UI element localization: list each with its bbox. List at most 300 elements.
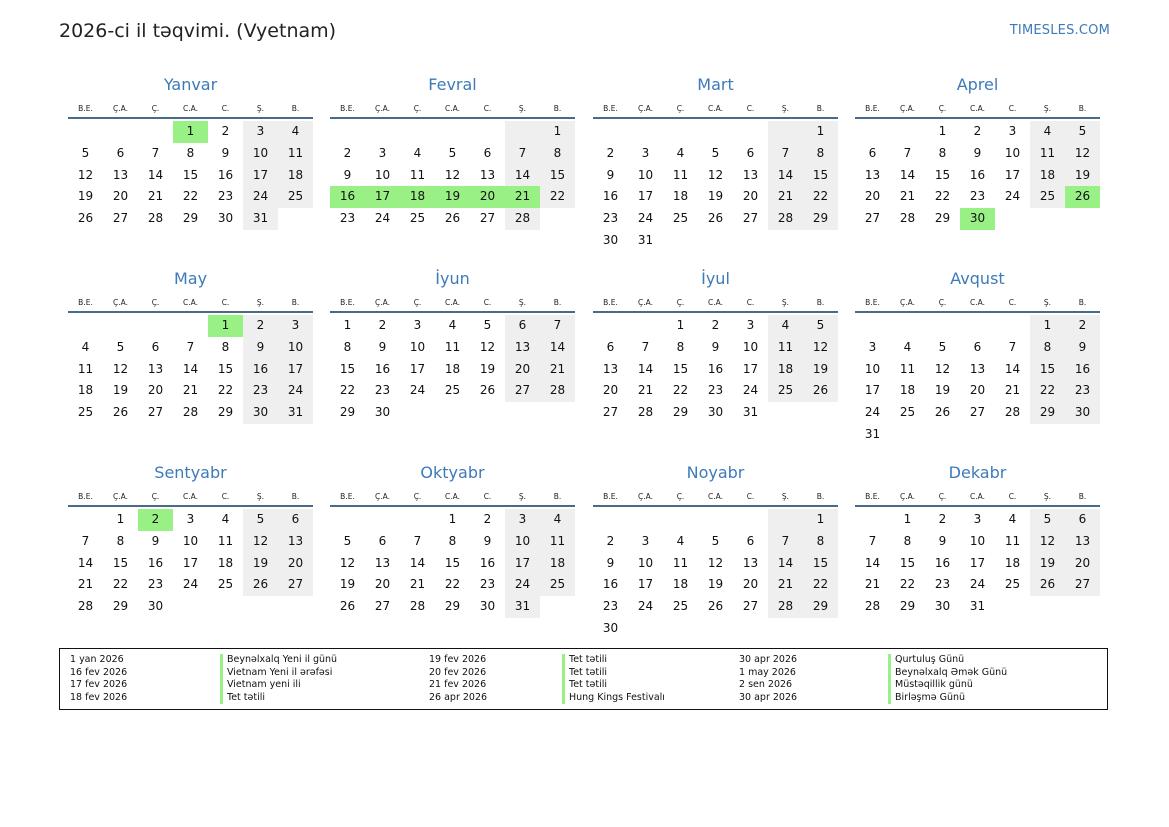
day-cell: 22 <box>672 383 689 398</box>
weekday-label: Ç.A. <box>112 104 128 113</box>
weekday-label: B. <box>1078 492 1087 501</box>
holiday-date-column <box>429 654 487 704</box>
empty-cell <box>68 315 103 337</box>
day-cell: 25 <box>672 211 689 226</box>
day-cell: 10 <box>409 339 426 354</box>
empty-cell <box>470 402 505 424</box>
day-cell: 17 <box>969 555 986 570</box>
weekday-label: B. <box>291 298 300 307</box>
month-5 <box>68 264 313 424</box>
weekday-label: B.E. <box>78 298 93 307</box>
day-cell: 28 <box>147 211 164 226</box>
week-row <box>593 186 838 208</box>
day-cell: 24 <box>969 577 986 592</box>
day-cell: 5 <box>81 145 90 160</box>
header-divider <box>855 117 1100 119</box>
weekday-label: B.E. <box>865 298 880 307</box>
empty-cell <box>593 315 628 337</box>
weekday-label: B. <box>553 298 562 307</box>
day-cell: 2 <box>606 533 615 548</box>
week-row <box>855 553 1100 575</box>
day-cell: 5 <box>1030 509 1065 531</box>
day-cell: 4 <box>676 145 685 160</box>
weekday-label: B. <box>816 492 825 501</box>
day-cell: 25 <box>672 599 689 614</box>
weekday-label: Ç. <box>676 492 685 501</box>
day-cell: 8 <box>803 143 838 165</box>
weekday-header <box>855 294 1100 311</box>
day-cell: 21 <box>147 189 164 204</box>
day-cell: 11 <box>217 533 234 548</box>
day-cell: 10 <box>742 339 759 354</box>
day-cell: 16 <box>217 167 234 182</box>
month-name: Fevral <box>428 75 477 94</box>
day-cell: 7 <box>641 339 650 354</box>
week-row <box>593 208 838 230</box>
holiday-date: 20 fev 2026 <box>429 666 487 678</box>
day-cell: 30 <box>602 620 619 635</box>
day-cell: 2 <box>483 512 492 526</box>
day-cell: 7 <box>768 143 803 165</box>
day-cell: 13 <box>969 361 986 376</box>
day-cell: 30 <box>602 232 619 247</box>
week-row <box>593 574 838 596</box>
day-cell: 7 <box>151 145 160 160</box>
day-cell: 26 <box>934 405 951 420</box>
weekday-label: Ç. <box>151 492 160 501</box>
month-name: Noyabr <box>686 463 745 482</box>
day-cell: 10 <box>505 531 540 553</box>
weekday-label: Ç.A. <box>112 492 128 501</box>
day-cell: 14 <box>899 167 916 182</box>
day-cell: 18 <box>1004 555 1021 570</box>
empty-cell <box>628 121 663 143</box>
header-divider <box>593 117 838 119</box>
day-cell: 15 <box>112 555 129 570</box>
week-row <box>68 402 313 424</box>
day-cell: 8 <box>903 533 912 548</box>
day-cell: 30 <box>374 405 391 420</box>
empty-cell <box>768 402 803 424</box>
day-cell: 13 <box>505 337 540 359</box>
day-cell: 28 <box>182 405 199 420</box>
day-cell: 21 <box>1004 383 1021 398</box>
week-row <box>593 531 838 553</box>
weekday-header <box>593 294 838 311</box>
weekday-label: Ç.A. <box>637 104 653 113</box>
holiday-name: Beynəlxalq Yeni il günü <box>220 654 337 667</box>
month-name: Avqust <box>950 269 1005 288</box>
empty-cell <box>663 121 698 143</box>
day-cell: 22 <box>217 383 234 398</box>
empty-cell <box>593 121 628 143</box>
weekday-label: Ş. <box>1043 492 1052 501</box>
day-cell: 13 <box>1065 531 1100 553</box>
weekday-label: B.E. <box>340 492 355 501</box>
week-row <box>593 143 838 165</box>
empty-cell <box>278 208 313 230</box>
day-cell: 11 <box>409 167 426 182</box>
day-cell: 14 <box>637 361 654 376</box>
day-cell: 12 <box>243 531 278 553</box>
day-cell: 18 <box>1030 165 1065 187</box>
day-cell: 4 <box>1008 512 1017 526</box>
brand-link[interactable]: TIMESLES.COM <box>1009 23 1110 38</box>
empty-cell <box>540 402 575 424</box>
day-cell: 9 <box>938 533 947 548</box>
weekday-label: Ş. <box>518 298 527 307</box>
day-cell: 11 <box>768 337 803 359</box>
week-row <box>330 186 575 208</box>
day-cell: 26 <box>77 211 94 226</box>
header-divider <box>330 505 575 507</box>
day-cell: 21 <box>637 383 654 398</box>
day-cell: 9 <box>243 337 278 359</box>
week-row <box>855 186 1100 208</box>
week-row <box>330 121 575 143</box>
day-cell: 9 <box>606 167 615 182</box>
empty-cell <box>628 315 663 337</box>
day-cell: 17 <box>409 361 426 376</box>
day-cell: 24 <box>374 211 391 226</box>
day-cell: 2 <box>221 124 230 138</box>
month-7 <box>593 264 838 424</box>
day-cell: 29 <box>803 596 838 618</box>
day-cell: 9 <box>973 145 982 160</box>
empty-cell <box>208 596 243 618</box>
day-cell: 25 <box>77 405 94 420</box>
day-cell: 14 <box>768 553 803 575</box>
day-cell: 23 <box>217 189 234 204</box>
day-cell: 25 <box>768 380 803 402</box>
day-cell: 13 <box>374 555 391 570</box>
day-cell: 14 <box>182 361 199 376</box>
week-row <box>68 553 313 575</box>
week-row <box>593 596 838 618</box>
weekday-header <box>855 488 1100 505</box>
week-row <box>330 359 575 381</box>
holiday-date: 16 fev 2026 <box>70 666 128 678</box>
empty-cell <box>138 315 173 337</box>
weekday-header <box>593 100 838 117</box>
day-cell: 4 <box>540 509 575 531</box>
day-cell: 7 <box>868 533 877 548</box>
header-divider <box>593 311 838 313</box>
week-row <box>68 208 313 230</box>
empty-cell <box>663 230 698 252</box>
day-cell: 11 <box>77 361 94 376</box>
day-cell: 1 <box>116 512 125 526</box>
week-row <box>593 337 838 359</box>
empty-cell <box>663 618 698 640</box>
day-cell: 15 <box>339 361 356 376</box>
weekday-label: B. <box>816 104 825 113</box>
empty-cell <box>663 509 698 531</box>
weekday-header <box>330 488 575 505</box>
day-cell: 6 <box>378 533 387 548</box>
day-cell: 14 <box>864 555 881 570</box>
empty-cell <box>400 509 435 531</box>
day-cell: 28 <box>1004 405 1021 420</box>
week-row <box>68 186 313 208</box>
day-cell: 26 <box>707 211 724 226</box>
holiday-legend <box>59 648 1108 710</box>
holiday-name: Vietnam yeni ili <box>220 679 337 692</box>
weekday-label: Ş. <box>518 104 527 113</box>
day-cell: 4 <box>676 533 685 548</box>
weekday-label: Ç. <box>938 492 947 501</box>
day-cell: 25 <box>540 574 575 596</box>
day-cell: 10 <box>243 143 278 165</box>
day-cell: 9 <box>1065 337 1100 359</box>
week-row <box>330 208 575 230</box>
day-cell: 1 <box>540 121 575 143</box>
day-cell: 17 <box>637 577 654 592</box>
month-10 <box>330 458 575 618</box>
holiday-name-column <box>220 654 337 704</box>
weekday-label: Ç.A. <box>112 298 128 307</box>
day-cell: 28 <box>540 380 575 402</box>
day-cell: 26 <box>444 211 461 226</box>
day-cell: 29 <box>1030 402 1065 424</box>
day-cell: 20 <box>1065 553 1100 575</box>
empty-cell <box>435 402 470 424</box>
day-cell: 1 <box>803 121 838 143</box>
empty-cell <box>995 315 1030 337</box>
empty-cell <box>698 121 733 143</box>
day-cell: 6 <box>151 339 160 354</box>
weekday-label: Ş. <box>781 492 790 501</box>
month-name: İyul <box>701 269 730 288</box>
day-cell: 24 <box>409 383 426 398</box>
empty-cell <box>925 315 960 337</box>
weekday-label: B. <box>291 492 300 501</box>
day-cell: 13 <box>147 361 164 376</box>
day-cell: 24 <box>182 577 199 592</box>
empty-cell <box>698 618 733 640</box>
empty-cell <box>925 424 960 446</box>
week-row <box>855 143 1100 165</box>
day-cell: 18 <box>77 383 94 398</box>
day-cell: 14 <box>505 165 540 187</box>
empty-cell <box>330 121 365 143</box>
day-cell: 23 <box>374 383 391 398</box>
week-row <box>330 165 575 187</box>
weekday-label: B.E. <box>865 492 880 501</box>
day-cell: 6 <box>973 339 982 354</box>
day-cell: 28 <box>899 211 916 226</box>
day-cell: 24 <box>742 383 759 398</box>
empty-cell <box>138 121 173 143</box>
weekday-label: C.A. <box>182 104 198 113</box>
day-cell: 12 <box>339 555 356 570</box>
day-cell: 16 <box>479 555 496 570</box>
day-cell: 26 <box>339 599 356 614</box>
empty-cell <box>540 596 575 618</box>
day-cell: 27 <box>505 380 540 402</box>
month-2 <box>330 70 575 230</box>
weekday-label: C. <box>746 492 755 501</box>
weekday-label: C. <box>483 492 492 501</box>
month-9 <box>68 458 313 618</box>
week-row <box>593 509 838 531</box>
weekday-header <box>68 294 313 311</box>
day-cell: 1 <box>448 512 457 526</box>
day-cell: 18 <box>400 186 435 208</box>
day-cell: 4 <box>903 339 912 354</box>
day-cell: 3 <box>378 145 387 160</box>
day-cell: 16 <box>969 167 986 182</box>
day-cell: 15 <box>217 361 234 376</box>
day-cell: 29 <box>444 599 461 614</box>
day-cell: 5 <box>711 533 720 548</box>
weekday-label: Ş. <box>256 492 265 501</box>
weekday-label: Ç. <box>413 492 422 501</box>
day-cell: 28 <box>409 599 426 614</box>
weekday-label: C.A. <box>182 492 198 501</box>
day-cell: 28 <box>768 596 803 618</box>
day-cell: 21 <box>505 186 540 208</box>
day-cell: 18 <box>672 189 689 204</box>
day-cell: 13 <box>742 555 759 570</box>
day-cell: 5 <box>1065 121 1100 143</box>
day-cell: 7 <box>81 533 90 548</box>
day-cell: 7 <box>768 531 803 553</box>
week-row <box>855 337 1100 359</box>
day-cell: 2 <box>606 145 615 160</box>
day-cell: 8 <box>116 533 125 548</box>
day-cell: 3 <box>868 339 877 354</box>
weekday-label: Ş. <box>1043 104 1052 113</box>
day-cell: 1 <box>208 315 243 337</box>
day-cell: 10 <box>864 361 881 376</box>
day-cell: 9 <box>378 339 387 354</box>
day-cell: 17 <box>864 383 881 398</box>
day-cell: 13 <box>864 167 881 182</box>
month-name: Yanvar <box>163 75 218 94</box>
day-cell: 12 <box>803 337 838 359</box>
header-divider <box>68 505 313 507</box>
week-row <box>68 574 313 596</box>
day-cell: 11 <box>899 361 916 376</box>
day-cell: 25 <box>217 577 234 592</box>
weekday-label: Ş. <box>781 298 790 307</box>
month-1 <box>68 70 313 230</box>
holiday-name: Birləşmə Günü <box>888 692 1007 705</box>
weekday-label: C.A. <box>707 298 723 307</box>
weekday-label: B. <box>553 104 562 113</box>
day-cell: 9 <box>606 555 615 570</box>
empty-cell <box>505 402 540 424</box>
month-name: Mart <box>697 75 734 94</box>
day-cell: 6 <box>278 509 313 531</box>
empty-cell <box>960 424 995 446</box>
day-cell: 16 <box>147 555 164 570</box>
day-cell: 3 <box>278 315 313 337</box>
weekday-label: Ç.A. <box>374 492 390 501</box>
day-cell: 4 <box>278 121 313 143</box>
day-cell: 24 <box>637 211 654 226</box>
weekday-label: Ç. <box>938 104 947 113</box>
day-cell: 10 <box>374 167 391 182</box>
holiday-name: Vietnam Yeni il ərəfəsi <box>220 667 337 680</box>
day-cell: 20 <box>278 553 313 575</box>
day-cell: 17 <box>742 361 759 376</box>
day-cell: 29 <box>182 211 199 226</box>
week-row <box>855 574 1100 596</box>
day-cell: 5 <box>803 315 838 337</box>
weekday-label: Ç. <box>151 104 160 113</box>
empty-cell <box>628 618 663 640</box>
day-cell: 29 <box>672 405 689 420</box>
header-divider <box>330 117 575 119</box>
day-cell: 28 <box>77 599 94 614</box>
day-cell: 22 <box>803 186 838 208</box>
day-cell: 29 <box>339 405 356 420</box>
weekday-label: B.E. <box>340 298 355 307</box>
weekday-label: Ç.A. <box>374 104 390 113</box>
day-cell: 11 <box>1030 143 1065 165</box>
header-divider <box>855 505 1100 507</box>
empty-cell <box>890 424 925 446</box>
empty-cell <box>733 121 768 143</box>
empty-cell <box>768 509 803 531</box>
day-cell: 8 <box>1030 337 1065 359</box>
day-cell: 20 <box>602 383 619 398</box>
day-cell: 5 <box>116 339 125 354</box>
weekday-label: B. <box>1078 298 1087 307</box>
weekday-header <box>68 488 313 505</box>
day-cell: 21 <box>182 383 199 398</box>
day-cell: 8 <box>803 531 838 553</box>
day-cell: 19 <box>339 577 356 592</box>
day-cell: 31 <box>278 402 313 424</box>
empty-cell <box>330 509 365 531</box>
day-cell: 12 <box>707 167 724 182</box>
day-cell: 9 <box>711 339 720 354</box>
weekday-label: Ç. <box>151 298 160 307</box>
week-row <box>68 531 313 553</box>
weekday-header <box>68 100 313 117</box>
day-cell: 5 <box>448 145 457 160</box>
weekday-label: Ş. <box>256 104 265 113</box>
day-cell: 21 <box>899 189 916 204</box>
empty-cell <box>768 121 803 143</box>
day-cell: 31 <box>742 405 759 420</box>
day-cell: 18 <box>217 555 234 570</box>
day-cell: 15 <box>182 167 199 182</box>
month-6 <box>330 264 575 424</box>
empty-cell <box>400 121 435 143</box>
day-cell: 23 <box>602 211 619 226</box>
day-cell: 16 <box>1065 359 1100 381</box>
day-cell: 9 <box>343 167 352 182</box>
day-cell: 13 <box>278 531 313 553</box>
day-cell: 24 <box>864 405 881 420</box>
week-row <box>330 337 575 359</box>
empty-cell <box>365 509 400 531</box>
weekday-label: B.E. <box>603 492 618 501</box>
week-row <box>593 230 838 252</box>
day-cell: 11 <box>540 531 575 553</box>
weekday-label: Ş. <box>1043 298 1052 307</box>
holiday-name-column <box>562 654 665 704</box>
month-11 <box>593 458 838 640</box>
empty-cell <box>243 596 278 618</box>
weekday-header <box>330 294 575 311</box>
day-cell: 22 <box>540 186 575 208</box>
holiday-name: Qurtuluş Günü <box>888 654 1007 667</box>
